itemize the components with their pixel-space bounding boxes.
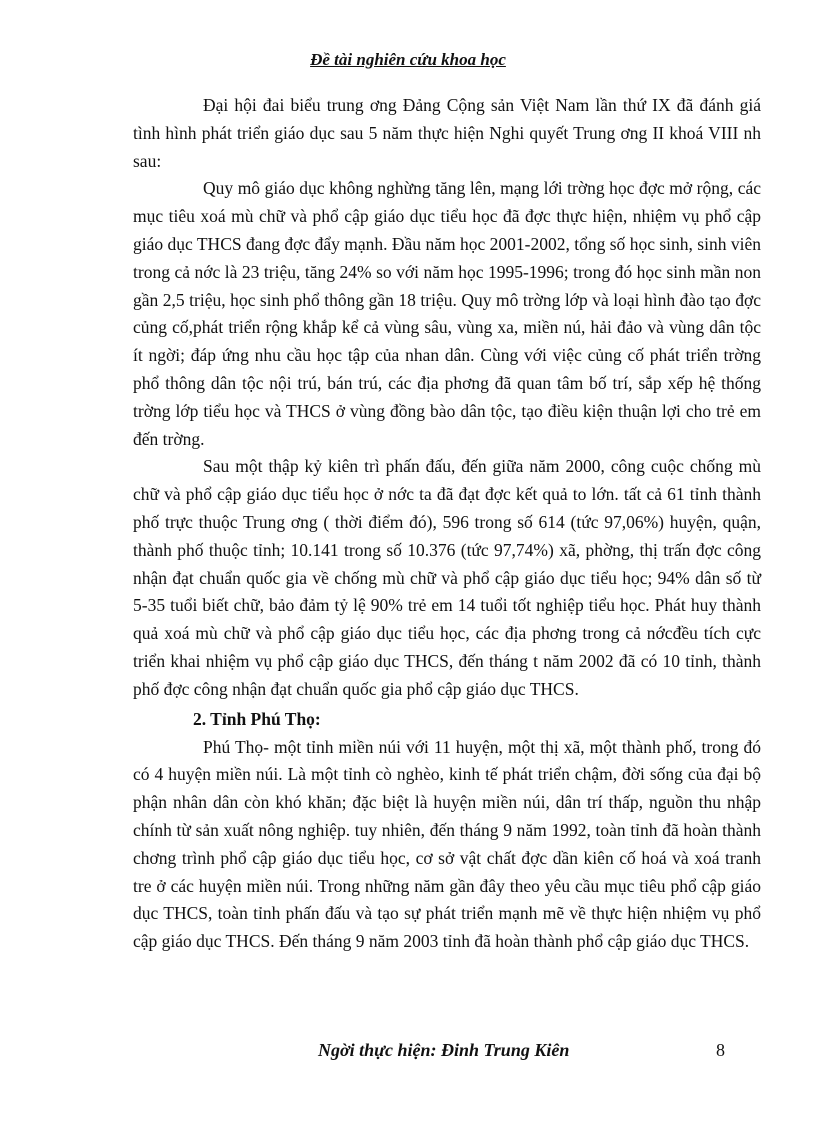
paragraph-4: Phú Thọ- một tỉnh miền núi với 11 huyện, một thị xã, một thành phố, trong đó có 4 huyện miền núi. Là một tỉnh cò nghèo, kinh tế phát triển chậm, đời sống của đại bộ phận nhân dân còn khó khăn; đặc biệt là huyện miền núi, dân trí thấp, nguồn thu nhập chính từ sản xuất nông nghiệp. tuy nhiên, đến tháng 9 năm 1992, toàn tỉnh đã hoàn thành chơng trình phổ cập giáo dục tiểu học, cơ sở vật chất đợc dần kiên cố hoá và xoá tranh tre ở các huyện miền núi. Trong những năm gần đây theo yêu cầu mục tiêu phổ cập giáo dục THCS, toàn tỉnh phấn đấu và tạo sự phát triển mạnh mẽ về thực hiện nhiệm vụ phổ cập giáo dục THCS. Đến tháng 9 năm 2003 tỉnh đã hoàn thành phổ cập giáo dục THCS. <box>133 736 761 952</box>
paragraph-1: Đại hội đai biểu trung ơng Đảng Cộng sản Việt Nam lần thứ IX đã đánh giá tình hình phát triển giáo dục sau 5 năm thực hiện Nghi quyết Trung ơng II khoá VIII nh sau: <box>133 95 761 171</box>
footer-author: Ngời thực hiện: Đinh Trung Kiên <box>318 1040 570 1060</box>
paragraph-2: Quy mô giáo dục không nghừng tăng lên, mạng lới trờng học đợc mở rộng, các mục tiêu xoá mù chữ và phổ cập giáo dục tiểu học đã đợc thực hiện, nhiệm vụ phổ cập giáo dục THCS đang đợc đẩy mạnh. Đầu năm học 2001-2002, tổng số học sinh, sinh viên trong cả nớc là 23 triệu, tăng 24% so với năm học 1995-1996; trong đó học sinh mần non gần 2,5 triệu, học sinh phổ thông gần 18 triệu. Quy mô trờng lớp và loại hình đào tạo đợc củng cố,phát triển rộng khắp kể cả vùng sâu, vùng xa, miền nú, hải đảo và vùng dân tộc ít ngời; đáp ứng nhu cầu học tập của nhan dân. Cùng với việc củng cố phát triển trờng phổ thông dân tộc nội trú, bán trú, các địa phơng đã quan tâm bố trí, sắp xếp hệ thống trờng lớp tiểu học và THCS ở vùng đồng bào dân tộc, tạo điều kiện thuận lợi cho trẻ em đến trờng. <box>133 178 761 449</box>
page-header <box>0 50 816 70</box>
page-number: 8 <box>716 1040 725 1060</box>
header-title: Đề tài nghiên cứu khoa học <box>310 50 506 69</box>
page-footer <box>0 1040 816 1070</box>
paragraph-3: Sau một thập kỷ kiên trì phấn đấu, đến giữa năm 2000, công cuộc chống mù chữ và phổ cập giáo dục tiểu học ở nớc ta đã đạt đợc kết quả to lớn. tất cả 61 tỉnh thành phố trực thuộc Trung ơng ( thời điểm đó), 596 trong số 614 (tức 97,06%) huyện, quận, thành phố thuộc tỉnh; 10.141 trong số 10.376 (tức 97,74%) xã, phờng, thị trấn đợc công nhận đạt chuẩn quốc gia về chống mù chữ và phổ cập giáo dục tiểu học; 94% dân số từ 5-35 tuổi biết chữ, bảo đảm tỷ lệ 90% trẻ em 14 tuổi tốt nghiệp tiểu học. Phát huy thành quả xoá mù chữ và phổ cập giáo dục tiểu học, các địa phơng trong cả nớcđều tích cực triển khai nhiệm vụ phổ cập giáo dục THCS, đến tháng t năm 2002 đã có 10 tỉnh, thành phố đợc công nhận đạt chuẩn quốc gia phổ cập giáo dục THCS. <box>133 456 761 699</box>
section-heading: 2. Tỉnh Phú Thọ: <box>193 708 321 729</box>
document-body <box>133 92 761 956</box>
